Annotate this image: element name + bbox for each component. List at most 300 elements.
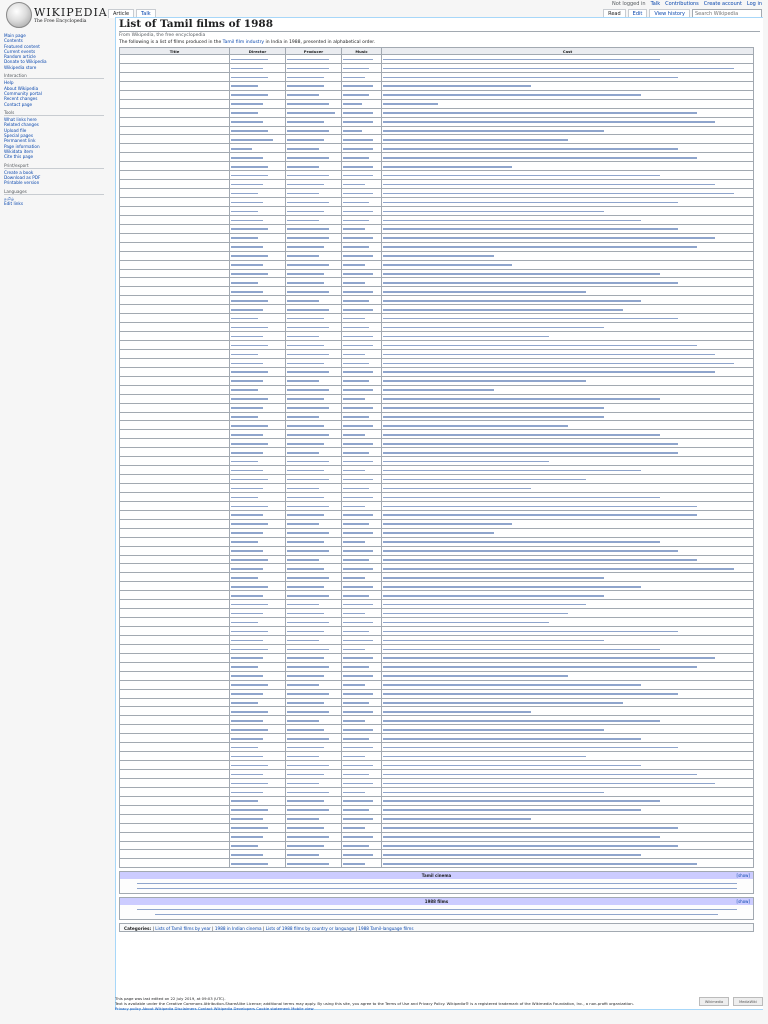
music-cell[interactable] — [342, 743, 382, 752]
film-title-cell[interactable] — [120, 305, 230, 314]
film-title-cell[interactable] — [120, 457, 230, 466]
producer-cell[interactable] — [286, 814, 342, 823]
cast-cell[interactable] — [382, 421, 754, 430]
footer-link[interactable]: Contact Wikipedia — [197, 1006, 233, 1011]
music-cell[interactable] — [342, 403, 382, 412]
film-title-cell[interactable] — [120, 260, 230, 269]
producer-cell[interactable] — [286, 510, 342, 519]
film-title-cell[interactable] — [120, 841, 230, 850]
film-title-cell[interactable] — [120, 778, 230, 787]
tab-talk[interactable]: Talk — [136, 9, 156, 18]
film-title-cell[interactable] — [120, 421, 230, 430]
cast-cell[interactable] — [382, 591, 754, 600]
director-cell[interactable] — [230, 81, 286, 90]
producer-cell[interactable] — [286, 618, 342, 627]
sidebar-item[interactable]: Wikipedia store — [4, 64, 37, 70]
music-cell[interactable] — [342, 269, 382, 278]
film-title-cell[interactable] — [120, 582, 230, 591]
producer-cell[interactable] — [286, 55, 342, 64]
music-cell[interactable] — [342, 421, 382, 430]
music-cell[interactable] — [342, 662, 382, 671]
producer-cell[interactable] — [286, 394, 342, 403]
navbox-toggle[interactable]: [show] — [736, 873, 750, 879]
film-title-cell[interactable] — [120, 117, 230, 126]
music-cell[interactable] — [342, 153, 382, 162]
music-cell[interactable] — [342, 698, 382, 707]
music-cell[interactable] — [342, 778, 382, 787]
director-cell[interactable] — [230, 618, 286, 627]
director-cell[interactable] — [230, 725, 286, 734]
cast-cell[interactable] — [382, 698, 754, 707]
wikimedia-badge[interactable]: Wikimedia — [699, 997, 729, 1006]
music-cell[interactable] — [342, 644, 382, 653]
music-cell[interactable] — [342, 108, 382, 117]
producer-cell[interactable] — [286, 215, 342, 224]
film-title-cell[interactable] — [120, 278, 230, 287]
cast-cell[interactable] — [382, 412, 754, 421]
sidebar-item[interactable]: Wikidata item — [4, 148, 34, 154]
film-title-cell[interactable] — [120, 376, 230, 385]
cast-cell[interactable] — [382, 707, 754, 716]
sidebar-item[interactable]: Donate to Wikipedia — [4, 59, 47, 65]
film-title-cell[interactable] — [120, 349, 230, 358]
music-cell[interactable] — [342, 278, 382, 287]
director-cell[interactable] — [230, 752, 286, 761]
cast-cell[interactable] — [382, 81, 754, 90]
cast-cell[interactable] — [382, 564, 754, 573]
cast-cell[interactable] — [382, 296, 754, 305]
tab-view-history[interactable]: View history — [649, 9, 690, 18]
column-header[interactable]: Producer — [286, 48, 342, 55]
music-cell[interactable] — [342, 180, 382, 189]
film-title-cell[interactable] — [120, 439, 230, 448]
film-title-cell[interactable] — [120, 287, 230, 296]
film-title-cell[interactable] — [120, 805, 230, 814]
tab-read[interactable]: Read — [603, 9, 626, 18]
cast-cell[interactable] — [382, 198, 754, 207]
cast-cell[interactable] — [382, 90, 754, 99]
film-title-cell[interactable] — [120, 126, 230, 135]
cast-cell[interactable] — [382, 689, 754, 698]
music-cell[interactable] — [342, 296, 382, 305]
sidebar-item[interactable]: Featured content — [4, 43, 40, 49]
music-cell[interactable] — [342, 135, 382, 144]
music-cell[interactable] — [342, 72, 382, 81]
music-cell[interactable] — [342, 349, 382, 358]
music-cell[interactable] — [342, 519, 382, 528]
music-cell[interactable] — [342, 805, 382, 814]
director-cell[interactable] — [230, 189, 286, 198]
music-cell[interactable] — [342, 332, 382, 341]
music-cell[interactable] — [342, 707, 382, 716]
cast-cell[interactable] — [382, 260, 754, 269]
director-cell[interactable] — [230, 90, 286, 99]
director-cell[interactable] — [230, 796, 286, 805]
cast-cell[interactable] — [382, 63, 754, 72]
music-cell[interactable] — [342, 796, 382, 805]
producer-cell[interactable] — [286, 206, 342, 215]
producer-cell[interactable] — [286, 600, 342, 609]
producer-cell[interactable] — [286, 349, 342, 358]
cast-cell[interactable] — [382, 671, 754, 680]
producer-cell[interactable] — [286, 635, 342, 644]
director-cell[interactable] — [230, 242, 286, 251]
music-cell[interactable] — [342, 457, 382, 466]
music-cell[interactable] — [342, 653, 382, 662]
cast-cell[interactable] — [382, 72, 754, 81]
footer-link[interactable]: Developers — [233, 1006, 256, 1011]
director-cell[interactable] — [230, 475, 286, 484]
film-title-cell[interactable] — [120, 475, 230, 484]
director-cell[interactable] — [230, 153, 286, 162]
director-cell[interactable] — [230, 314, 286, 323]
director-cell[interactable] — [230, 341, 286, 350]
director-cell[interactable] — [230, 555, 286, 564]
director-cell[interactable] — [230, 635, 286, 644]
cast-cell[interactable] — [382, 609, 754, 618]
film-title-cell[interactable] — [120, 850, 230, 859]
director-cell[interactable] — [230, 332, 286, 341]
film-title-cell[interactable] — [120, 63, 230, 72]
film-title-cell[interactable] — [120, 358, 230, 367]
cast-cell[interactable] — [382, 537, 754, 546]
music-cell[interactable] — [342, 555, 382, 564]
cast-cell[interactable] — [382, 385, 754, 394]
film-title-cell[interactable] — [120, 600, 230, 609]
film-title-cell[interactable] — [120, 698, 230, 707]
tab-edit[interactable]: Edit — [628, 9, 648, 18]
sidebar-item[interactable]: Random article — [4, 54, 36, 60]
cast-cell[interactable] — [382, 153, 754, 162]
director-cell[interactable] — [230, 466, 286, 475]
cast-cell[interactable] — [382, 635, 754, 644]
film-title-cell[interactable] — [120, 832, 230, 841]
cast-cell[interactable] — [382, 475, 754, 484]
director-cell[interactable] — [230, 546, 286, 555]
director-cell[interactable] — [230, 358, 286, 367]
producer-cell[interactable] — [286, 859, 342, 868]
producer-cell[interactable] — [286, 644, 342, 653]
director-cell[interactable] — [230, 323, 286, 332]
producer-cell[interactable] — [286, 778, 342, 787]
producer-cell[interactable] — [286, 314, 342, 323]
producer-cell[interactable] — [286, 466, 342, 475]
music-cell[interactable] — [342, 582, 382, 591]
cast-cell[interactable] — [382, 546, 754, 555]
producer-cell[interactable] — [286, 743, 342, 752]
producer-cell[interactable] — [286, 787, 342, 796]
director-cell[interactable] — [230, 609, 286, 618]
music-cell[interactable] — [342, 761, 382, 770]
director-cell[interactable] — [230, 859, 286, 868]
music-cell[interactable] — [342, 144, 382, 153]
producer-cell[interactable] — [286, 796, 342, 805]
film-title-cell[interactable] — [120, 72, 230, 81]
cast-cell[interactable] — [382, 162, 754, 171]
music-cell[interactable] — [342, 484, 382, 493]
film-title-cell[interactable] — [120, 618, 230, 627]
cast-cell[interactable] — [382, 206, 754, 215]
cast-cell[interactable] — [382, 457, 754, 466]
cast-cell[interactable] — [382, 278, 754, 287]
film-title-cell[interactable] — [120, 412, 230, 421]
film-title-cell[interactable] — [120, 671, 230, 680]
cast-cell[interactable] — [382, 376, 754, 385]
producer-cell[interactable] — [286, 841, 342, 850]
producer-cell[interactable] — [286, 770, 342, 779]
director-cell[interactable] — [230, 287, 286, 296]
music-cell[interactable] — [342, 832, 382, 841]
film-title-cell[interactable] — [120, 528, 230, 537]
director-cell[interactable] — [230, 600, 286, 609]
producer-cell[interactable] — [286, 537, 342, 546]
film-title-cell[interactable] — [120, 635, 230, 644]
film-title-cell[interactable] — [120, 108, 230, 117]
producer-cell[interactable] — [286, 162, 342, 171]
producer-cell[interactable] — [286, 448, 342, 457]
producer-cell[interactable] — [286, 430, 342, 439]
film-title-cell[interactable] — [120, 492, 230, 501]
director-cell[interactable] — [230, 734, 286, 743]
cast-cell[interactable] — [382, 180, 754, 189]
director-cell[interactable] — [230, 144, 286, 153]
music-cell[interactable] — [342, 287, 382, 296]
music-cell[interactable] — [342, 171, 382, 180]
director-cell[interactable] — [230, 269, 286, 278]
director-cell[interactable] — [230, 644, 286, 653]
music-cell[interactable] — [342, 189, 382, 198]
cast-cell[interactable] — [382, 332, 754, 341]
cast-cell[interactable] — [382, 126, 754, 135]
director-cell[interactable] — [230, 814, 286, 823]
cast-cell[interactable] — [382, 305, 754, 314]
producer-cell[interactable] — [286, 63, 342, 72]
cast-cell[interactable] — [382, 850, 754, 859]
director-cell[interactable] — [230, 224, 286, 233]
producer-cell[interactable] — [286, 376, 342, 385]
director-cell[interactable] — [230, 832, 286, 841]
music-cell[interactable] — [342, 591, 382, 600]
film-title-cell[interactable] — [120, 859, 230, 868]
producer-cell[interactable] — [286, 457, 342, 466]
producer-cell[interactable] — [286, 260, 342, 269]
music-cell[interactable] — [342, 689, 382, 698]
cast-cell[interactable] — [382, 734, 754, 743]
film-title-cell[interactable] — [120, 814, 230, 823]
music-cell[interactable] — [342, 385, 382, 394]
producer-cell[interactable] — [286, 341, 342, 350]
director-cell[interactable] — [230, 537, 286, 546]
film-title-cell[interactable] — [120, 341, 230, 350]
director-cell[interactable] — [230, 162, 286, 171]
film-title-cell[interactable] — [120, 796, 230, 805]
director-cell[interactable] — [230, 528, 286, 537]
producer-cell[interactable] — [286, 850, 342, 859]
director-cell[interactable] — [230, 448, 286, 457]
cast-cell[interactable] — [382, 189, 754, 198]
music-cell[interactable] — [342, 787, 382, 796]
music-cell[interactable] — [342, 323, 382, 332]
film-title-cell[interactable] — [120, 323, 230, 332]
producer-cell[interactable] — [286, 555, 342, 564]
column-header[interactable]: Director — [230, 48, 286, 55]
producer-cell[interactable] — [286, 761, 342, 770]
film-title-cell[interactable] — [120, 332, 230, 341]
footer-link[interactable]: About Wikipedia — [142, 1006, 174, 1011]
director-cell[interactable] — [230, 412, 286, 421]
director-cell[interactable] — [230, 743, 286, 752]
producer-cell[interactable] — [286, 224, 342, 233]
music-cell[interactable] — [342, 564, 382, 573]
director-cell[interactable] — [230, 251, 286, 260]
music-cell[interactable] — [342, 242, 382, 251]
category-link[interactable]: Lists of Tamil films by year — [155, 926, 211, 932]
music-cell[interactable] — [342, 126, 382, 135]
producer-cell[interactable] — [286, 171, 342, 180]
cast-cell[interactable] — [382, 823, 754, 832]
cast-cell[interactable] — [382, 403, 754, 412]
director-cell[interactable] — [230, 680, 286, 689]
producer-cell[interactable] — [286, 734, 342, 743]
cast-cell[interactable] — [382, 492, 754, 501]
navbox-toggle[interactable]: [show] — [736, 899, 750, 905]
producer-cell[interactable] — [286, 609, 342, 618]
cast-cell[interactable] — [382, 555, 754, 564]
producer-cell[interactable] — [286, 403, 342, 412]
music-cell[interactable] — [342, 475, 382, 484]
music-cell[interactable] — [342, 99, 382, 108]
film-title-cell[interactable] — [120, 707, 230, 716]
music-cell[interactable] — [342, 412, 382, 421]
film-title-cell[interactable] — [120, 537, 230, 546]
director-cell[interactable] — [230, 117, 286, 126]
film-title-cell[interactable] — [120, 761, 230, 770]
cast-cell[interactable] — [382, 814, 754, 823]
film-title-cell[interactable] — [120, 144, 230, 153]
producer-cell[interactable] — [286, 546, 342, 555]
film-title-cell[interactable] — [120, 653, 230, 662]
producer-cell[interactable] — [286, 233, 342, 242]
producer-cell[interactable] — [286, 716, 342, 725]
film-title-cell[interactable] — [120, 215, 230, 224]
music-cell[interactable] — [342, 162, 382, 171]
cast-cell[interactable] — [382, 770, 754, 779]
director-cell[interactable] — [230, 457, 286, 466]
cast-cell[interactable] — [382, 725, 754, 734]
director-cell[interactable] — [230, 841, 286, 850]
film-title-cell[interactable] — [120, 484, 230, 493]
producer-cell[interactable] — [286, 278, 342, 287]
cast-cell[interactable] — [382, 108, 754, 117]
music-cell[interactable] — [342, 814, 382, 823]
director-cell[interactable] — [230, 519, 286, 528]
film-title-cell[interactable] — [120, 180, 230, 189]
music-cell[interactable] — [342, 314, 382, 323]
producer-cell[interactable] — [286, 823, 342, 832]
producer-cell[interactable] — [286, 492, 342, 501]
cast-cell[interactable] — [382, 680, 754, 689]
director-cell[interactable] — [230, 99, 286, 108]
film-title-cell[interactable] — [120, 233, 230, 242]
film-title-cell[interactable] — [120, 609, 230, 618]
music-cell[interactable] — [342, 448, 382, 457]
sidebar-item[interactable]: Page information — [4, 143, 40, 149]
director-cell[interactable] — [230, 510, 286, 519]
film-title-cell[interactable] — [120, 153, 230, 162]
producer-cell[interactable] — [286, 180, 342, 189]
cast-cell[interactable] — [382, 341, 754, 350]
producer-cell[interactable] — [286, 412, 342, 421]
cast-cell[interactable] — [382, 662, 754, 671]
producer-cell[interactable] — [286, 198, 342, 207]
music-cell[interactable] — [342, 198, 382, 207]
film-title-cell[interactable] — [120, 734, 230, 743]
film-title-cell[interactable] — [120, 198, 230, 207]
sidebar-item[interactable]: Related changes — [4, 122, 39, 128]
producer-cell[interactable] — [286, 90, 342, 99]
cast-cell[interactable] — [382, 144, 754, 153]
film-title-cell[interactable] — [120, 743, 230, 752]
film-title-cell[interactable] — [120, 224, 230, 233]
column-header[interactable]: Music — [342, 48, 382, 55]
producer-cell[interactable] — [286, 653, 342, 662]
film-title-cell[interactable] — [120, 242, 230, 251]
film-title-cell[interactable] — [120, 680, 230, 689]
cast-cell[interactable] — [382, 448, 754, 457]
music-cell[interactable] — [342, 501, 382, 510]
director-cell[interactable] — [230, 206, 286, 215]
producer-cell[interactable] — [286, 439, 342, 448]
producer-cell[interactable] — [286, 662, 342, 671]
producer-cell[interactable] — [286, 671, 342, 680]
director-cell[interactable] — [230, 72, 286, 81]
producer-cell[interactable] — [286, 358, 342, 367]
film-title-cell[interactable] — [120, 555, 230, 564]
director-cell[interactable] — [230, 716, 286, 725]
producer-cell[interactable] — [286, 564, 342, 573]
producer-cell[interactable] — [286, 680, 342, 689]
cast-cell[interactable] — [382, 358, 754, 367]
cast-cell[interactable] — [382, 796, 754, 805]
sidebar-item[interactable]: தமிழ் — [4, 196, 15, 202]
cast-cell[interactable] — [382, 466, 754, 475]
director-cell[interactable] — [230, 770, 286, 779]
film-title-cell[interactable] — [120, 501, 230, 510]
sidebar-item[interactable]: Edit links — [4, 201, 24, 207]
personal-link[interactable]: Create account — [703, 1, 742, 7]
producer-cell[interactable] — [286, 242, 342, 251]
cast-cell[interactable] — [382, 618, 754, 627]
film-title-cell[interactable] — [120, 394, 230, 403]
cast-cell[interactable] — [382, 573, 754, 582]
cast-cell[interactable] — [382, 55, 754, 64]
cast-cell[interactable] — [382, 501, 754, 510]
producer-cell[interactable] — [286, 117, 342, 126]
cast-cell[interactable] — [382, 653, 754, 662]
producer-cell[interactable] — [286, 251, 342, 260]
cast-cell[interactable] — [382, 528, 754, 537]
music-cell[interactable] — [342, 537, 382, 546]
footer-link[interactable]: Disclaimers — [174, 1006, 197, 1011]
producer-cell[interactable] — [286, 385, 342, 394]
personal-link[interactable]: Log in — [746, 1, 762, 7]
film-title-cell[interactable] — [120, 519, 230, 528]
producer-cell[interactable] — [286, 108, 342, 117]
sidebar-item[interactable]: Download as PDF — [4, 175, 41, 181]
film-title-cell[interactable] — [120, 135, 230, 144]
producer-cell[interactable] — [286, 475, 342, 484]
cast-cell[interactable] — [382, 135, 754, 144]
